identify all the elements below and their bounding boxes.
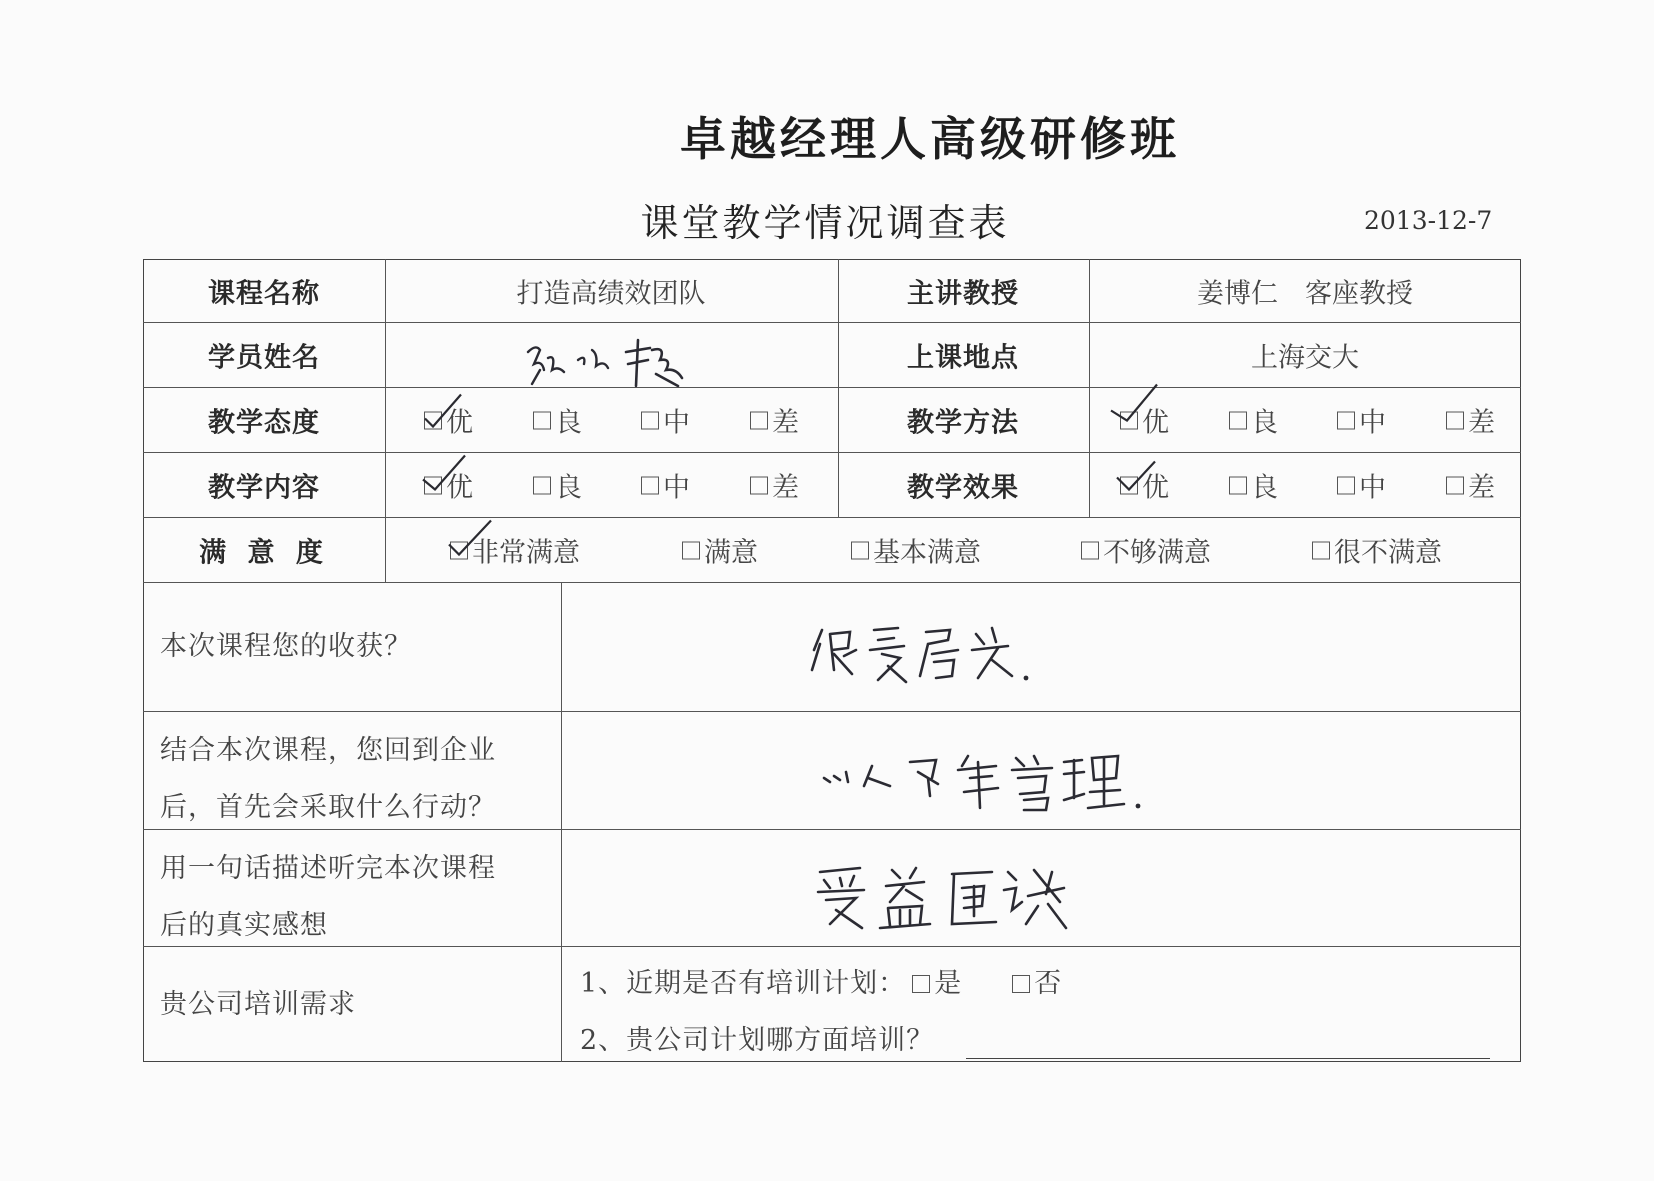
question-feeling-line-1: 用一句话描述听完本次课程 (160, 853, 496, 884)
answer-gains-handwritten (808, 620, 1048, 690)
teaching-attitude-label: 教学态度 (208, 407, 320, 439)
attitude-option-good[interactable] (533, 401, 582, 440)
option-label: 良 (1251, 407, 1278, 439)
option-label: 很不满意 (1334, 537, 1442, 569)
column-divider (838, 259, 839, 517)
option-label: 优 (446, 407, 473, 439)
question-action-line-2: 后，首先会采取什么行动？ (160, 792, 496, 823)
option-label: 中 (1359, 407, 1386, 439)
attitude-option-excellent[interactable] (424, 401, 473, 440)
training-topic-question: 2、贵公司计划哪方面培训？ (580, 1025, 935, 1056)
lecturer-label: 主讲教授 (907, 278, 1019, 310)
option-label: 满意 (704, 537, 758, 569)
checkbox[interactable] (682, 541, 700, 559)
page-title: 卓越经理人高级研修班 (680, 112, 1180, 166)
satisfaction-option-very-unsatisfied[interactable] (1312, 531, 1442, 570)
location-value: 上海交大 (1251, 342, 1359, 374)
training-topic-blank[interactable] (966, 1058, 1490, 1059)
row-divider (143, 387, 1521, 388)
answer-feeling-handwritten (812, 858, 1072, 938)
teaching-content-label: 教学内容 (208, 472, 320, 504)
option-label: 良 (555, 407, 582, 439)
row-divider (143, 582, 1521, 583)
option-label: 非常满意 (472, 537, 580, 569)
form-date: 2013-12-7 (1364, 206, 1493, 235)
option-label: 中 (663, 407, 690, 439)
satisfaction-option-very-satisfied[interactable] (450, 531, 580, 570)
checkbox[interactable] (1446, 476, 1464, 494)
checkbox[interactable] (1012, 975, 1030, 993)
location-label: 上课地点 (907, 342, 1019, 374)
checkbox[interactable] (912, 975, 930, 993)
row-divider (143, 517, 1521, 518)
checkbox[interactable] (750, 476, 768, 494)
content-option-good[interactable] (533, 466, 582, 505)
student-name-label: 学员姓名 (208, 342, 320, 374)
checkbox-checked[interactable] (450, 541, 468, 559)
column-divider (561, 582, 562, 1062)
checkbox[interactable] (1229, 411, 1247, 429)
option-label: 中 (663, 472, 690, 504)
content-option-average[interactable] (641, 466, 690, 505)
checkbox[interactable] (1312, 541, 1330, 559)
checkbox[interactable] (641, 476, 659, 494)
question-gains: 本次课程您的收获？ (160, 631, 412, 662)
option-label: 良 (555, 472, 582, 504)
checkbox[interactable] (1337, 476, 1355, 494)
course-name-label: 课程名称 (208, 278, 320, 310)
checkbox[interactable] (1337, 411, 1355, 429)
checkbox-checked[interactable] (1120, 411, 1138, 429)
option-label: 良 (1251, 472, 1278, 504)
training-plan-yes[interactable] (912, 955, 962, 1012)
method-option-excellent[interactable] (1120, 401, 1169, 440)
checkbox[interactable] (641, 411, 659, 429)
content-option-excellent[interactable] (424, 466, 473, 505)
satisfaction-option-basically-satisfied[interactable] (851, 531, 981, 570)
checkbox[interactable] (1229, 476, 1247, 494)
satisfaction-label: 满 意 度 (199, 537, 329, 569)
option-label: 差 (772, 472, 799, 504)
method-option-good[interactable] (1229, 401, 1278, 440)
student-name-signature (520, 330, 700, 390)
row-divider (143, 452, 1521, 453)
effect-option-average[interactable] (1337, 466, 1386, 505)
option-label: 是 (934, 968, 963, 999)
option-label: 否 (1034, 968, 1063, 999)
option-label: 优 (1142, 472, 1169, 504)
content-option-poor[interactable] (750, 466, 799, 505)
effect-option-good[interactable] (1229, 466, 1278, 505)
training-plan-text: 1、近期是否有培训计划： (580, 968, 907, 999)
method-option-average[interactable] (1337, 401, 1386, 440)
row-divider (143, 711, 1521, 712)
option-label: 不够满意 (1103, 537, 1211, 569)
option-label: 差 (772, 407, 799, 439)
attitude-option-poor[interactable] (750, 401, 799, 440)
checkbox[interactable] (750, 411, 768, 429)
option-label: 优 (446, 472, 473, 504)
checkbox[interactable] (1081, 541, 1099, 559)
training-needs-label: 贵公司培训需求 (160, 989, 356, 1020)
checkbox[interactable] (533, 476, 551, 494)
checkbox[interactable] (851, 541, 869, 559)
checkbox-checked[interactable] (424, 476, 442, 494)
row-divider (143, 946, 1521, 947)
training-plan-no[interactable] (1012, 955, 1062, 1012)
checkbox[interactable] (1446, 411, 1464, 429)
attitude-option-average[interactable] (641, 401, 690, 440)
row-divider (143, 322, 1521, 323)
option-label: 优 (1142, 407, 1169, 439)
question-feeling-line-2: 后的真实感想 (160, 910, 328, 941)
training-plan-question (580, 955, 1062, 1012)
option-label: 差 (1468, 407, 1495, 439)
checkbox[interactable] (533, 411, 551, 429)
effect-option-poor[interactable] (1446, 466, 1495, 505)
answer-action-handwritten (820, 748, 1160, 818)
form-subtitle: 课堂教学情况调查表 (640, 201, 1010, 245)
lecturer-value: 姜博仁 客座教授 (1197, 278, 1413, 310)
teaching-method-label: 教学方法 (907, 407, 1019, 439)
course-name-value: 打造高绩效团队 (516, 278, 706, 310)
column-divider (1089, 259, 1090, 517)
method-option-poor[interactable] (1446, 401, 1495, 440)
option-label: 基本满意 (873, 537, 981, 569)
teaching-effect-label: 教学效果 (907, 472, 1019, 504)
option-label: 中 (1359, 472, 1386, 504)
checkbox-checked[interactable] (1120, 476, 1138, 494)
satisfaction-option-not-satisfied[interactable] (1081, 531, 1211, 570)
question-action-line-1: 结合本次课程，您回到企业 (160, 735, 496, 766)
option-label: 差 (1468, 472, 1495, 504)
column-divider (385, 259, 386, 582)
checkbox-checked[interactable] (424, 411, 442, 429)
effect-option-excellent[interactable] (1120, 466, 1169, 505)
satisfaction-option-satisfied[interactable] (682, 531, 758, 570)
